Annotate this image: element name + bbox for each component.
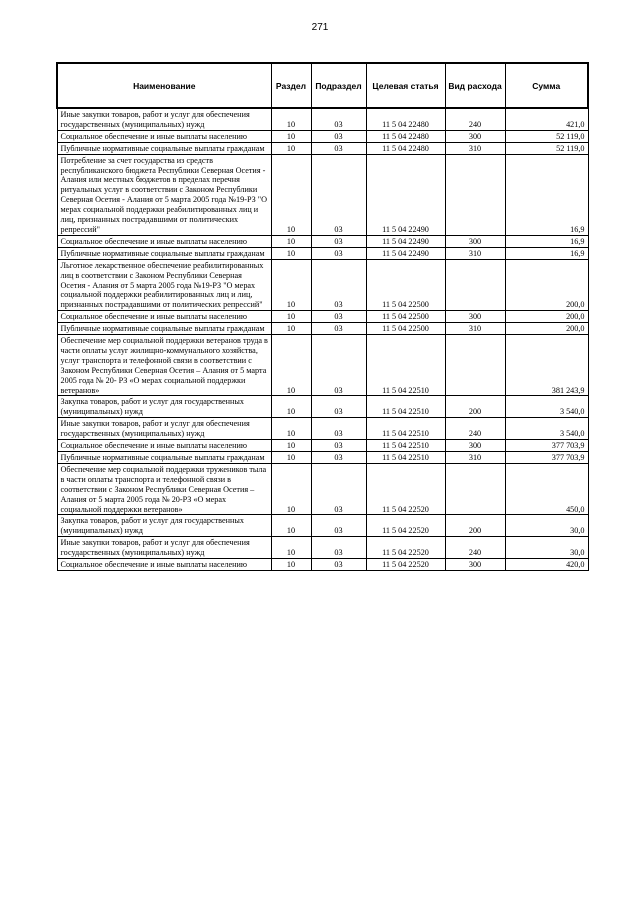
row-vid: 240 [445, 418, 505, 440]
row-summa: 420,0 [505, 559, 588, 571]
row-podrazdel: 03 [311, 142, 366, 154]
table-row [57, 130, 588, 142]
row-vid: 310 [445, 247, 505, 259]
row-vid: 240 [445, 108, 505, 130]
row-name: Социальное обеспечение и иные выплаты населению [57, 130, 271, 142]
row-podrazdel: 03 [311, 323, 366, 335]
row-podrazdel: 03 [311, 463, 366, 515]
row-statya: 11 5 04 22520 [366, 463, 445, 515]
row-statya: 11 5 04 22510 [366, 418, 445, 440]
row-razdel: 10 [271, 335, 311, 396]
row-vid [445, 463, 505, 515]
table-row [57, 323, 588, 335]
table-row [57, 515, 588, 537]
header-statya: Целевая статья [366, 63, 445, 108]
table-body [57, 108, 588, 570]
table-row [57, 418, 588, 440]
row-summa: 377 703,9 [505, 440, 588, 452]
row-razdel: 10 [271, 108, 311, 130]
table-row [57, 311, 588, 323]
row-statya: 11 5 04 22500 [366, 259, 445, 311]
row-vid: 300 [445, 440, 505, 452]
row-razdel: 10 [271, 463, 311, 515]
row-name: Социальное обеспечение и иные выплаты населению [57, 311, 271, 323]
table-row [57, 537, 588, 559]
row-statya: 11 5 04 22500 [366, 323, 445, 335]
row-vid: 300 [445, 130, 505, 142]
row-podrazdel: 03 [311, 130, 366, 142]
row-vid: 300 [445, 311, 505, 323]
row-vid: 310 [445, 142, 505, 154]
row-vid: 300 [445, 235, 505, 247]
table-row [57, 142, 588, 154]
row-summa: 377 703,9 [505, 452, 588, 464]
row-summa: 52 119,0 [505, 130, 588, 142]
row-summa: 16,9 [505, 235, 588, 247]
row-vid: 300 [445, 559, 505, 571]
row-summa: 30,0 [505, 515, 588, 537]
row-name: Иные закупки товаров, работ и услуг для обеспечения государственных (муниципальных) нужд [57, 537, 271, 559]
row-razdel: 10 [271, 130, 311, 142]
table-row [57, 247, 588, 259]
row-vid: 310 [445, 452, 505, 464]
row-summa: 52 119,0 [505, 142, 588, 154]
row-podrazdel: 03 [311, 311, 366, 323]
row-statya: 11 5 04 22500 [366, 311, 445, 323]
row-statya: 11 5 04 22510 [366, 440, 445, 452]
row-podrazdel: 03 [311, 396, 366, 418]
row-statya: 11 5 04 22490 [366, 154, 445, 235]
header-razdel: Раздел [271, 63, 311, 108]
row-name: Обеспечение мер социальной поддержки тружеников тыла в части оплаты транспорта и телефонной связи в соответствии с Законом Республики Северная Осетия – Алания от 5 марта 2005 года № 20-РЗ «О мерах социальной поддержки ветеранов» [57, 463, 271, 515]
row-summa: 16,9 [505, 154, 588, 235]
row-razdel: 10 [271, 559, 311, 571]
row-name: Социальное обеспечение и иные выплаты населению [57, 559, 271, 571]
table-row [57, 452, 588, 464]
table-row [57, 235, 588, 247]
table-row [57, 463, 588, 515]
row-vid: 200 [445, 396, 505, 418]
row-statya: 11 5 04 22520 [366, 559, 445, 571]
row-razdel: 10 [271, 311, 311, 323]
row-vid [445, 259, 505, 311]
table-header-row [57, 63, 588, 108]
row-podrazdel: 03 [311, 452, 366, 464]
row-statya: 11 5 04 22490 [366, 247, 445, 259]
row-name: Публичные нормативные социальные выплаты гражданам [57, 452, 271, 464]
row-statya: 11 5 04 22520 [366, 537, 445, 559]
row-statya: 11 5 04 22480 [366, 130, 445, 142]
row-summa: 3 540,0 [505, 418, 588, 440]
row-podrazdel: 03 [311, 559, 366, 571]
row-summa: 3 540,0 [505, 396, 588, 418]
header-summa: Сумма [505, 63, 588, 108]
row-summa: 421,0 [505, 108, 588, 130]
row-podrazdel: 03 [311, 440, 366, 452]
page-number: 271 [311, 22, 329, 33]
row-name: Закупка товаров, работ и услуг для государственных (муниципальных) нужд [57, 515, 271, 537]
row-statya: 11 5 04 22520 [366, 515, 445, 537]
row-vid [445, 154, 505, 235]
row-summa: 200,0 [505, 323, 588, 335]
row-name: Социальное обеспечение и иные выплаты населению [57, 235, 271, 247]
row-razdel: 10 [271, 154, 311, 235]
table-row [57, 259, 588, 311]
row-statya: 11 5 04 22480 [366, 108, 445, 130]
row-vid: 200 [445, 515, 505, 537]
row-podrazdel: 03 [311, 537, 366, 559]
row-razdel: 10 [271, 235, 311, 247]
row-summa: 30,0 [505, 537, 588, 559]
row-summa: 381 243,9 [505, 335, 588, 396]
header-name: Наименование [57, 63, 271, 108]
row-podrazdel: 03 [311, 154, 366, 235]
table-row [57, 154, 588, 235]
row-podrazdel: 03 [311, 247, 366, 259]
table-row [57, 440, 588, 452]
row-razdel: 10 [271, 247, 311, 259]
row-podrazdel: 03 [311, 418, 366, 440]
row-vid [445, 335, 505, 396]
row-razdel: 10 [271, 396, 311, 418]
row-name: Иные закупки товаров, работ и услуг для обеспечения государственных (муниципальных) нужд [57, 108, 271, 130]
row-summa: 200,0 [505, 259, 588, 311]
budget-table [56, 62, 589, 571]
row-razdel: 10 [271, 440, 311, 452]
row-razdel: 10 [271, 452, 311, 464]
row-razdel: 10 [271, 537, 311, 559]
table-row [57, 335, 588, 396]
row-razdel: 10 [271, 323, 311, 335]
row-name: Обеспечение мер социальной поддержки ветеранов труда в части оплаты услуг жилищно-коммунального хозяйства, услуг транспорта и телефонной связи в соответствии с Законом Республики Северная Осетия – Алания от 5 марта 2005 года № 20- РЗ «О мерах социальной поддержки ветеранов» [57, 335, 271, 396]
row-statya: 11 5 04 22510 [366, 452, 445, 464]
row-statya: 11 5 04 22510 [366, 335, 445, 396]
row-razdel: 10 [271, 515, 311, 537]
row-summa: 450,0 [505, 463, 588, 515]
row-podrazdel: 03 [311, 259, 366, 311]
row-podrazdel: 03 [311, 335, 366, 396]
header-podrazdel: Подраздел [311, 63, 366, 108]
row-statya: 11 5 04 22480 [366, 142, 445, 154]
row-name: Потребление за счет государства из средств республиканского бюджета Республики Северная Осетия - Алания или местных бюджетов в пределах перечня ритуальных услуг в соответствии с Законом Республики Северная Осетия - Алания от 5 марта 2005 года №19-РЗ "О мерах социальной поддержки реабилитированных лиц и лиц, признанных пострадавшими от политических репрессий" [57, 154, 271, 235]
row-podrazdel: 03 [311, 515, 366, 537]
table-row [57, 559, 588, 571]
row-name: Социальное обеспечение и иные выплаты населению [57, 440, 271, 452]
row-summa: 16,9 [505, 247, 588, 259]
row-podrazdel: 03 [311, 108, 366, 130]
row-name: Публичные нормативные социальные выплаты гражданам [57, 142, 271, 154]
table-row [57, 108, 588, 130]
row-vid: 240 [445, 537, 505, 559]
row-statya: 11 5 04 22510 [366, 396, 445, 418]
row-razdel: 10 [271, 259, 311, 311]
table-row [57, 396, 588, 418]
row-podrazdel: 03 [311, 235, 366, 247]
row-razdel: 10 [271, 142, 311, 154]
row-statya: 11 5 04 22490 [366, 235, 445, 247]
row-summa: 200,0 [505, 311, 588, 323]
header-vid: Вид расхода [445, 63, 505, 108]
row-name: Льготное лекарственное обеспечение реабилитированных лиц в соответствии с Законом Республики Северная Осетия - Алания от 5 марта 2005 года №19-РЗ "О мерах социальной поддержки реабилитированных лиц и лиц, признанных пострадавшими от политических репрессий" [57, 259, 271, 311]
row-name: Публичные нормативные социальные выплаты гражданам [57, 323, 271, 335]
row-name: Закупка товаров, работ и услуг для государственных (муниципальных) нужд [57, 396, 271, 418]
row-razdel: 10 [271, 418, 311, 440]
row-name: Публичные нормативные социальные выплаты гражданам [57, 247, 271, 259]
row-vid: 310 [445, 323, 505, 335]
row-name: Иные закупки товаров, работ и услуг для обеспечения государственных (муниципальных) нужд [57, 418, 271, 440]
